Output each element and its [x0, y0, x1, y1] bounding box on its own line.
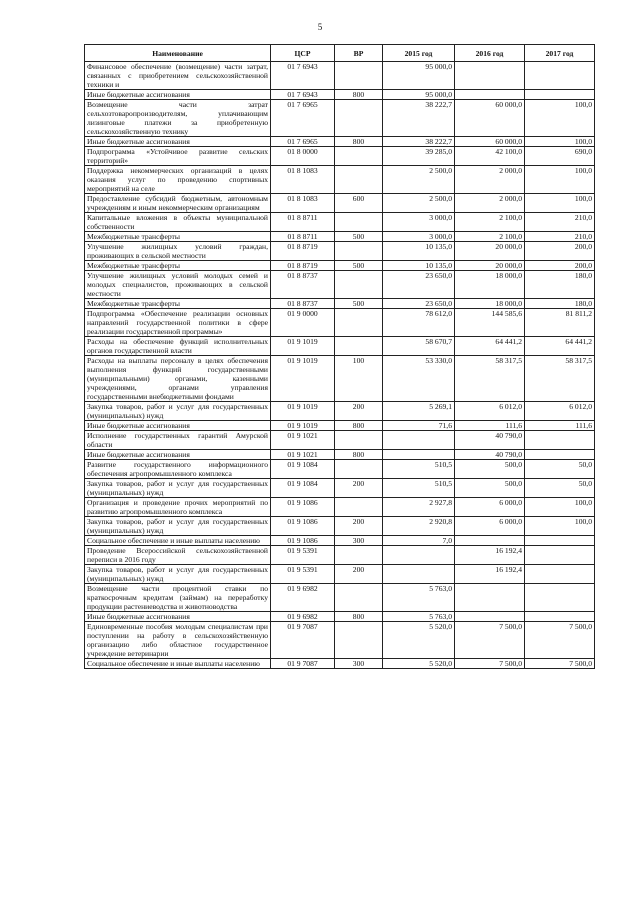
row-2015: 23 650,0: [383, 299, 455, 309]
row-vr: [335, 498, 383, 517]
row-2015: 2 927,8: [383, 498, 455, 517]
row-2016: 16 192,4: [455, 565, 525, 584]
table-row: [85, 137, 595, 147]
row-name: Социальное обеспечение и иные выплаты населению: [85, 536, 271, 546]
row-vr: [335, 309, 383, 337]
header-2015: 2015 год: [383, 45, 455, 62]
row-2017: 180,0: [525, 271, 595, 299]
row-vr: [335, 213, 383, 232]
row-code: 01 8 8719: [271, 261, 335, 271]
table-row: [85, 147, 595, 166]
row-name: Возмещение части затрат сельхозтоваропроизводителям, уплачивающим лизинговые платежи за приобретенную сельскохозяйственную технику: [85, 100, 271, 137]
row-2015: [383, 431, 455, 450]
row-2016: 7 500,0: [455, 659, 525, 669]
row-2017: 50,0: [525, 479, 595, 498]
table-row: [85, 299, 595, 309]
row-code: 01 9 1019: [271, 402, 335, 421]
header-code: ЦСР: [271, 45, 335, 62]
table-row: [85, 90, 595, 100]
row-code: 01 8 8737: [271, 299, 335, 309]
row-2017: [525, 536, 595, 546]
page-number: 5: [317, 22, 323, 32]
row-2015: 10 135,0: [383, 242, 455, 261]
row-code: 01 7 6965: [271, 100, 335, 137]
budget-table: [84, 44, 595, 669]
row-name: Расходы на обеспечение функций исполнительных органов государственной власти: [85, 337, 271, 356]
row-name: Улучшение жилищных условий молодых семей и молодых специалистов, проживающих в сельской местности: [85, 271, 271, 299]
row-name: Капитальные вложения в объекты муниципальной собственности: [85, 213, 271, 232]
row-vr: [335, 546, 383, 565]
row-2016: 18 000,0: [455, 271, 525, 299]
row-vr: 800: [335, 90, 383, 100]
row-2017: 6 012,0: [525, 402, 595, 421]
row-vr: [335, 271, 383, 299]
table-row: [85, 546, 595, 565]
row-code: 01 8 0000: [271, 147, 335, 166]
row-vr: 800: [335, 612, 383, 622]
row-code: 01 9 1019: [271, 421, 335, 431]
table-row: [85, 421, 595, 431]
row-2017: [525, 450, 595, 460]
table-row: [85, 213, 595, 232]
row-code: 01 9 1019: [271, 337, 335, 356]
row-2015: 10 135,0: [383, 261, 455, 271]
table-header: [85, 45, 595, 62]
row-2016: 40 790,0: [455, 431, 525, 450]
table-row: [85, 450, 595, 460]
row-name: Проведение Всероссийской сельскохозяйственной переписи в 2016 году: [85, 546, 271, 565]
row-2016: 7 500,0: [455, 622, 525, 659]
row-name: Межбюджетные трансферты: [85, 232, 271, 242]
row-vr: 500: [335, 232, 383, 242]
row-2017: 7 500,0: [525, 659, 595, 669]
row-code: 01 8 8711: [271, 232, 335, 242]
row-2017: 100,0: [525, 498, 595, 517]
row-name: Возмещение части процентной ставки по краткосрочным кредитам (займам) на переработку продукции растениеводства и животноводства: [85, 584, 271, 612]
row-2016: 42 100,0: [455, 147, 525, 166]
row-name: Иные бюджетные ассигнования: [85, 90, 271, 100]
table-row: [85, 309, 595, 337]
row-name: Подпрограмма «Обеспечение реализации основных направлений государственной политики в сфере реализации государственной программы»: [85, 309, 271, 337]
row-2015: 58 670,7: [383, 337, 455, 356]
row-vr: 200: [335, 479, 383, 498]
row-2017: 64 441,2: [525, 337, 595, 356]
row-2016: 2 100,0: [455, 213, 525, 232]
row-2015: 23 650,0: [383, 271, 455, 299]
row-2016: 500,0: [455, 479, 525, 498]
row-name: Подпрограмма «Устойчивое развитие сельских территорий»: [85, 147, 271, 166]
row-2016: 2 100,0: [455, 232, 525, 242]
row-2015: 510,5: [383, 479, 455, 498]
row-name: Закупка товаров, работ и услуг для государственных (муниципальных) нужд: [85, 517, 271, 536]
row-2016: [455, 536, 525, 546]
row-2015: 53 330,0: [383, 356, 455, 402]
row-name: Закупка товаров, работ и услуг для государственных (муниципальных) нужд: [85, 402, 271, 421]
row-2016: 40 790,0: [455, 450, 525, 460]
row-2017: 210,0: [525, 213, 595, 232]
row-2016: 64 441,2: [455, 337, 525, 356]
row-2016: 16 192,4: [455, 546, 525, 565]
row-2017: [525, 584, 595, 612]
row-code: 01 9 1086: [271, 536, 335, 546]
row-name: Расходы на выплаты персоналу в целях обеспечения выполнения функций государственными (муниципальными) органами, казенными учреждениями, органами управления государственными внебюджетными фондами: [85, 356, 271, 402]
row-code: 01 8 8719: [271, 242, 335, 261]
row-2016: 144 585,6: [455, 309, 525, 337]
row-2017: [525, 431, 595, 450]
row-2015: 71,6: [383, 421, 455, 431]
table-row: [85, 356, 595, 402]
table-row: [85, 261, 595, 271]
row-name: Межбюджетные трансферты: [85, 261, 271, 271]
row-code: 01 9 1084: [271, 460, 335, 479]
row-name: Иные бюджетные ассигнования: [85, 421, 271, 431]
row-2017: [525, 565, 595, 584]
row-name: Предоставление субсидий бюджетным, автономным учреждениям и иным некоммерческим организациям: [85, 194, 271, 213]
row-vr: 100: [335, 356, 383, 402]
row-2016: 60 000,0: [455, 137, 525, 147]
row-vr: [335, 147, 383, 166]
row-name: Финансовое обеспечение (возмещение) части затрат, связанных с приобретением сельскохозяйственной техники и: [85, 62, 271, 90]
header-2016: 2016 год: [455, 45, 525, 62]
table-row: [85, 565, 595, 584]
row-2015: 95 000,0: [383, 62, 455, 90]
row-code: 01 9 5391: [271, 546, 335, 565]
row-2016: [455, 62, 525, 90]
row-2016: 6 012,0: [455, 402, 525, 421]
row-2015: 39 285,0: [383, 147, 455, 166]
table-row: [85, 337, 595, 356]
row-2015: [383, 450, 455, 460]
row-2016: 500,0: [455, 460, 525, 479]
row-vr: [335, 100, 383, 137]
row-2017: 7 500,0: [525, 622, 595, 659]
table-row: [85, 584, 595, 612]
table-row: [85, 622, 595, 659]
row-2016: 6 000,0: [455, 498, 525, 517]
row-2017: 100,0: [525, 100, 595, 137]
row-name: Организация и проведение прочих мероприятий по развитию агропромышленного комплекса: [85, 498, 271, 517]
row-vr: [335, 460, 383, 479]
row-2017: 81 811,2: [525, 309, 595, 337]
row-vr: [335, 166, 383, 194]
row-vr: [335, 431, 383, 450]
row-vr: 500: [335, 299, 383, 309]
row-code: 01 9 0000: [271, 309, 335, 337]
row-2017: 50,0: [525, 460, 595, 479]
row-vr: 800: [335, 137, 383, 147]
row-2017: 100,0: [525, 194, 595, 213]
row-2017: 200,0: [525, 261, 595, 271]
row-2015: 95 000,0: [383, 90, 455, 100]
table-row: [85, 536, 595, 546]
header-row: [85, 45, 595, 62]
row-2016: 58 317,5: [455, 356, 525, 402]
row-code: 01 9 6982: [271, 612, 335, 622]
row-name: Исполнение государственных гарантий Амурской области: [85, 431, 271, 450]
table-row: [85, 242, 595, 261]
row-2017: [525, 62, 595, 90]
row-2015: 2 500,0: [383, 166, 455, 194]
row-2017: 690,0: [525, 147, 595, 166]
row-2017: 58 317,5: [525, 356, 595, 402]
row-vr: 600: [335, 194, 383, 213]
row-2015: 78 612,0: [383, 309, 455, 337]
row-vr: 200: [335, 517, 383, 536]
row-2016: 2 000,0: [455, 194, 525, 213]
row-2015: 7,0: [383, 536, 455, 546]
row-2015: 38 222,7: [383, 137, 455, 147]
row-2017: 111,6: [525, 421, 595, 431]
row-2016: 6 000,0: [455, 517, 525, 536]
header-2017: 2017 год: [525, 45, 595, 62]
row-name: Развитие государственного информационного обеспечения агропромышленного комплекса: [85, 460, 271, 479]
row-name: Межбюджетные трансферты: [85, 299, 271, 309]
row-code: 01 9 1019: [271, 356, 335, 402]
header-vr: ВР: [335, 45, 383, 62]
row-2015: 3 000,0: [383, 232, 455, 242]
row-code: 01 9 6982: [271, 584, 335, 612]
row-2015: 5 763,0: [383, 612, 455, 622]
row-2017: 100,0: [525, 137, 595, 147]
row-2016: 20 000,0: [455, 261, 525, 271]
row-vr: 200: [335, 565, 383, 584]
table-row: [85, 402, 595, 421]
row-2017: [525, 612, 595, 622]
row-code: 01 8 8711: [271, 213, 335, 232]
row-vr: [335, 242, 383, 261]
row-vr: 300: [335, 659, 383, 669]
row-name: Поддержка некоммерческих организаций в целях оказания услуг по проведению спортивных мероприятий на селе: [85, 166, 271, 194]
row-vr: [335, 622, 383, 659]
row-2015: 3 000,0: [383, 213, 455, 232]
row-vr: 200: [335, 402, 383, 421]
table-row: [85, 431, 595, 450]
row-name: Иные бюджетные ассигнования: [85, 137, 271, 147]
header-name: Наименование: [85, 45, 271, 62]
row-2015: 510,5: [383, 460, 455, 479]
row-code: 01 8 1083: [271, 166, 335, 194]
row-name: Закупка товаров, работ и услуг для государственных (муниципальных) нужд: [85, 479, 271, 498]
row-code: 01 9 1086: [271, 498, 335, 517]
row-2015: 5 520,0: [383, 622, 455, 659]
row-2017: 180,0: [525, 299, 595, 309]
row-name: Закупка товаров, работ и услуг для государственных (муниципальных) нужд: [85, 565, 271, 584]
row-code: 01 7 6965: [271, 137, 335, 147]
table-row: [85, 659, 595, 669]
row-2017: [525, 90, 595, 100]
row-2015: 38 222,7: [383, 100, 455, 137]
table-row: [85, 194, 595, 213]
row-2015: 5 520,0: [383, 659, 455, 669]
row-2017: 100,0: [525, 166, 595, 194]
table-row: [85, 612, 595, 622]
table-row: [85, 232, 595, 242]
table-row: [85, 271, 595, 299]
row-name: Единовременные пособия молодым специалистам при поступлении на работу в сельскохозяйственную организацию либо областное государственное учреждение ветеринарии: [85, 622, 271, 659]
row-name: Социальное обеспечение и иные выплаты населению: [85, 659, 271, 669]
row-2017: 200,0: [525, 242, 595, 261]
row-vr: 800: [335, 421, 383, 431]
row-name: Улучшение жилищных условий граждан, проживающих в сельской местности: [85, 242, 271, 261]
table-row: [85, 100, 595, 137]
row-2015: 5 763,0: [383, 584, 455, 612]
row-code: 01 9 1021: [271, 450, 335, 460]
row-code: 01 7 6943: [271, 62, 335, 90]
row-2017: 100,0: [525, 517, 595, 536]
table-row: [85, 498, 595, 517]
row-code: 01 8 1083: [271, 194, 335, 213]
table-row: [85, 166, 595, 194]
row-vr: [335, 584, 383, 612]
row-code: 01 9 1021: [271, 431, 335, 450]
row-name: Иные бюджетные ассигнования: [85, 612, 271, 622]
row-2015: [383, 565, 455, 584]
row-vr: 500: [335, 261, 383, 271]
row-code: 01 9 1086: [271, 517, 335, 536]
row-2015: 2 920,8: [383, 517, 455, 536]
row-code: 01 9 5391: [271, 565, 335, 584]
table-row: [85, 479, 595, 498]
row-2016: 18 000,0: [455, 299, 525, 309]
row-name: Иные бюджетные ассигнования: [85, 450, 271, 460]
row-code: 01 9 7087: [271, 622, 335, 659]
row-code: 01 9 7087: [271, 659, 335, 669]
row-code: 01 8 8737: [271, 271, 335, 299]
row-2016: [455, 612, 525, 622]
row-vr: [335, 62, 383, 90]
table-row: [85, 517, 595, 536]
row-2016: [455, 584, 525, 612]
row-2016: 60 000,0: [455, 100, 525, 137]
row-2016: [455, 90, 525, 100]
row-2016: 2 000,0: [455, 166, 525, 194]
row-code: 01 7 6943: [271, 90, 335, 100]
row-2015: 5 269,1: [383, 402, 455, 421]
row-2017: 210,0: [525, 232, 595, 242]
row-2016: 20 000,0: [455, 242, 525, 261]
table-row: [85, 460, 595, 479]
row-2015: 2 500,0: [383, 194, 455, 213]
row-2017: [525, 546, 595, 565]
row-vr: 300: [335, 536, 383, 546]
row-2016: 111,6: [455, 421, 525, 431]
row-vr: [335, 337, 383, 356]
table-row: [85, 62, 595, 90]
row-vr: 800: [335, 450, 383, 460]
row-2015: [383, 546, 455, 565]
row-code: 01 9 1084: [271, 479, 335, 498]
table-body: [85, 62, 595, 669]
